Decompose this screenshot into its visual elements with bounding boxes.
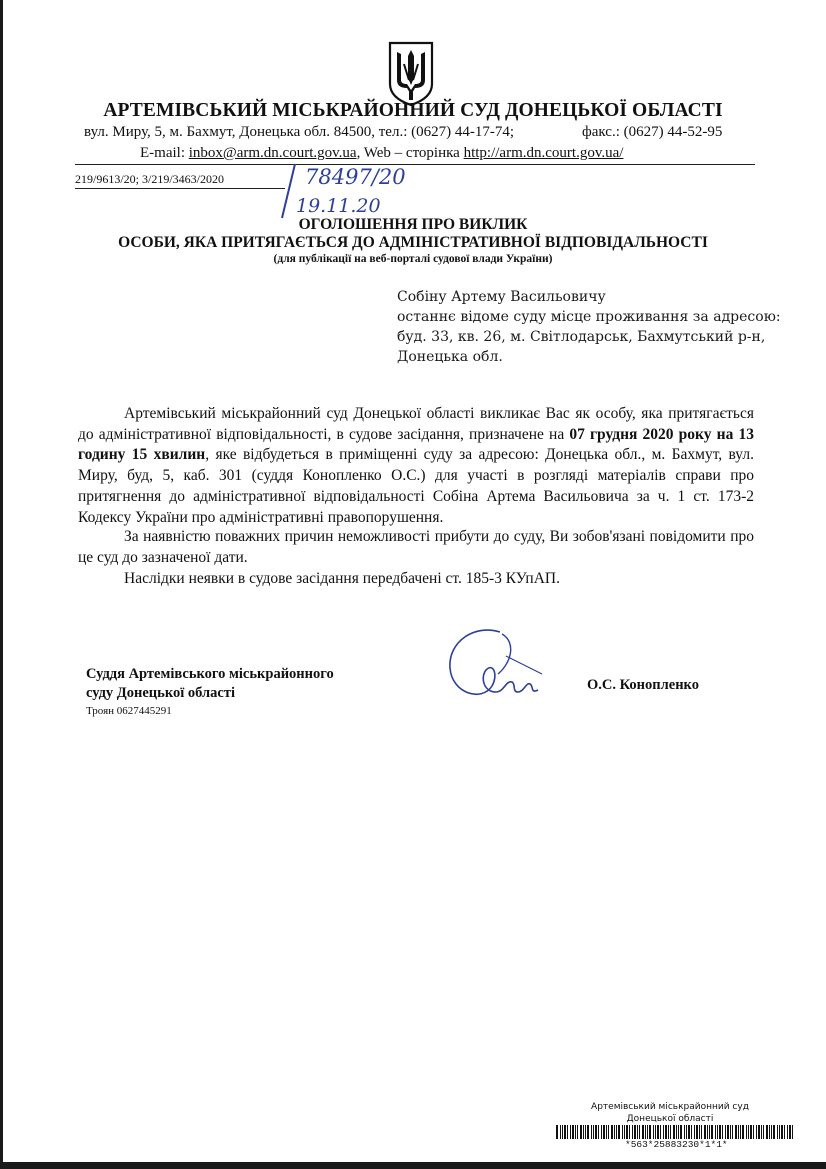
- judge-name: О.С. Конопленко: [587, 677, 699, 693]
- body-p1-end: , яке відбудеться в приміщенні суду за адресою: Донецька обл., м. Бахмут, вул. Миру, буд, 5, каб. 301 (суддя Конопленко О.С.) для участі в розгляді матеріалів справи про притягнення до адміністративної відповідальності Собіна Артема Васильовича за ч. 1 ст. 173-2 Кодексу України про адміністративні правопорушення.: [78, 446, 754, 526]
- document-title-line2: ОСОБИ, ЯКА ПРИТЯГАЄТЬСЯ ДО АДМІНІСТРАТИВНОЇ ВІДПОВІДАЛЬНОСТІ: [118, 234, 708, 251]
- recipient-name: Собіну Артему Васильовичу: [397, 289, 606, 305]
- court-name: АРТЕМІВСЬКИЙ МІСЬКРАЙОННИЙ СУД ДОНЕЦЬКОЇ ОБЛАСТІ: [103, 100, 723, 121]
- document-title: ОГОЛОШЕННЯ ПРО ВИКЛИК: [298, 216, 528, 233]
- body-paragraph-2: За наявністю поважних причин неможливості прибути до суду, Ви зобов'язані повідомити про це суд до зазначеної дати.: [78, 528, 754, 566]
- judge-signature: [442, 622, 550, 712]
- recipient-address-line3: Донецька обл.: [397, 349, 503, 365]
- court-address: [84, 124, 514, 141]
- document-subtitle: (для публікації на веб-порталі судової влади України): [273, 253, 553, 265]
- registration-stamp: [268, 160, 408, 224]
- court-fax: факс.: (0627) 44-52-95: [582, 124, 723, 140]
- barcode: [556, 1125, 796, 1139]
- case-number-underline: [75, 188, 285, 189]
- judge-position-line2: суду Донецької області: [86, 685, 236, 701]
- header-divider: [75, 164, 755, 165]
- email-label: E-mail:: [140, 145, 189, 161]
- hearing-datetime: 07 грудня 2020 року на 13 годину 15 хвилин: [78, 425, 754, 464]
- footer-court-line1: Артемівський міськрайонний суд: [591, 1102, 749, 1112]
- address-line: вул. Миру, 5, м. Бахмут, Донецька обл. 84500, тел.: (0627) 44-17-74;: [84, 124, 515, 140]
- scan-edge-left: [0, 0, 3, 1169]
- recipient-address-line1: останнє відоме суду місце проживання за адресою:: [397, 309, 781, 325]
- body-paragraph-3: Наслідки неявки в судове засідання передбачені ст. 185-3 КУпАП.: [124, 570, 560, 587]
- scan-edge-bottom: [0, 1162, 826, 1169]
- case-numbers: 219/9613/20; 3/219/3463/2020: [75, 172, 225, 186]
- registration-date: 19.11.20: [296, 195, 381, 217]
- recipient-address-line2: буд. 33, кв. 26, м. Світлодарськ, Бахмутський р-н,: [397, 329, 766, 345]
- barcode-number: *563*25883230*1*1*: [625, 1139, 728, 1150]
- web-label: , Web – сторінка: [356, 145, 464, 161]
- registration-number: 78497/20: [305, 165, 406, 189]
- email-link[interactable]: inbox@arm.dn.court.gov.ua: [188, 145, 357, 161]
- body-p1-start: Артемівський міськрайонний суд Донецької області викликає Вас як особу, яка притягається до адміністративної відповідальності, в судове засідання, призначене на: [78, 405, 754, 443]
- coat-of-arms-icon: [387, 40, 435, 108]
- contact-info: Троян 0627445291: [86, 705, 172, 717]
- judge-position-line1: Суддя Артемівського міськрайонного: [86, 666, 334, 682]
- footer-court-line2: Донецької області: [626, 1114, 714, 1124]
- body-paragraph-1: [78, 404, 754, 528]
- website-link[interactable]: http://arm.dn.court.gov.ua/: [463, 145, 624, 161]
